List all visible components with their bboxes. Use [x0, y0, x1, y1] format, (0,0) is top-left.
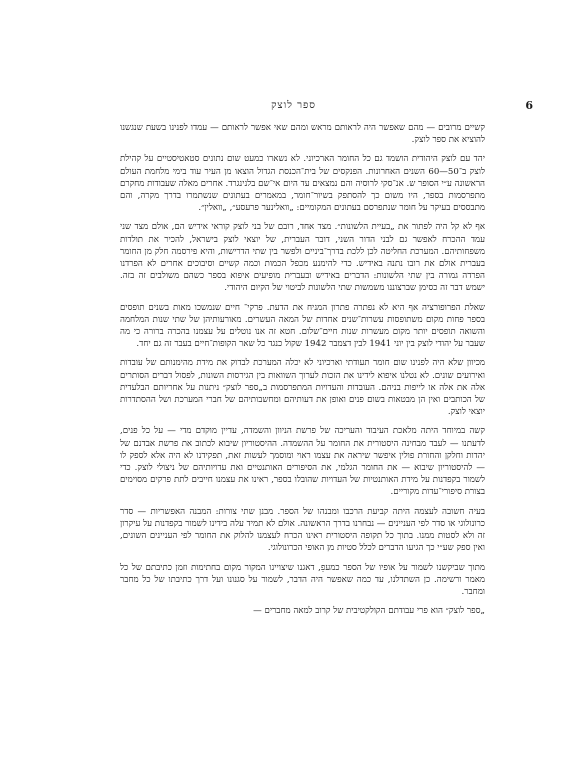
paragraph: מתוך שביקשנו לשמור על אופיו של הספר כמעפֵ, דאגנו שיצויינו המקור מקום בחתימות וזמן כתיבתם של כל מאמר ורשימה. כן השתדלנו, עד כמה שאפשר היה הדבר, לשמור על סגנונו ועל דרך כתיבתו של כל מחבר ומחבר. [120, 562, 485, 597]
paragraph: אף לא קל היה לפתור את „בעיית הלשונות״. מצד אחד, רובם של בני לוצק קוראי אידיש הם, אולם מצד שני עמד ההכרח לאפשר גם לבני הדור השני, דובר העברית, של יוצאי לוצק בישראל, להכיר את תולדות משפחותיהם. המערכת החליטה לכן ללכת בדרך־ביניים ולפשר בין שתי הדרישות, והיא פירסמה חלק מן החומר בעברית אולם את רובו נתנה באידיש. כדי להימנע מכפל הכמות וכמה קשיים וסיבוכים אחרים לא הפרדנו הפרדה גמורה בין שתי הלשונות: הדברים באידיש ובעברית מופיעים איפוא בספר כשהם משולבים זה בזה. ישמש דבר זה כסימן שברצוננו משמשות שתי הלשונות לביטוי של הקיום היהודי. [120, 222, 485, 294]
paragraph: מכיוון שלא היה לפנינו שום חומר תעודתי וארכיוני לא יכלה המערכת לבדוק את מידת מהימנותם של עובדות ואירועים שונים. לא נטלנו איפוא לידינו את הזכות לערוך השוואות בין הגירסות השונות, לפסול דברים הסותרים אלה את אלה או לייפות בניהם. העובדות והעדויות המתפרסמות ב„ספר לוצק״ ניתנות על אחריותם הבלעדית של הכותבים ואין הן מבטאות בשום פנים ואופן את דעותיהם ומחשבותיהם של חברי המערכת ושל ההסתדרות יוצאי לוצק. [120, 358, 485, 418]
paragraph: „ספר לוצק״ הוא פרי עבודתם הקולקטיבית של קרוב למאה מחברים — [253, 606, 485, 617]
page-header [0, 99, 587, 113]
paragraph: קשיים מרובים — מהם שאפשר היה לראותם מראש ומהם שאי אפשר לראותם — עמדו לפנינו בשעת שנגשנו להוציא את ספר לוצק. [120, 123, 485, 146]
paragraph: שאלת הפרופורציה אף היא לא נפתרה פתרון המניח את הדעת. פרקי־ חיים שנמשכו מאות בשנים תופסים בספר פחות מקום משתופסות עשרות־שנים אחדות של המאה העשרים. מאורעותיהן של שתי שנות המלחמה והשואה תופסים יותר מקום מעשרות שנות חיים־שלום. חטא זה אנו נוטלים על עצמנו בהכרה ברורה כי מה שעבר על יהודי לוצק בין יוני 1941 לבין דצמבר 1942 שקול כנגד כל שאר הקופות־חיים בעבר זה גם יחד. [120, 302, 485, 350]
paragraph: בעיה חשובה לעצמה היתה קביעת הרכבו ומבנהו של הספר. מבנן שתי צורות: המבנה האפשריות — סדר כרונולוגי או סדר לפי העניינים — נבחרנו בדרך הראשונה. אולם לא תמיד עלה בידינו לשמור בקפדנות על עיקרון זה ולא לסטות ממנו. בתוך כל תקופה היסטורית ראינו הכרח לעצמנו להלוק את החומר לפי העניינים השונים, ואין ספק שע״י כך הגיעו הדברים לכלל סטיות מן האופי הכרונולוגי. [120, 506, 485, 554]
page-number: 6 [525, 99, 533, 112]
paragraph: יהד עם לוצק היהודית הושמד גם כל החומר הארכיוני. לא נשארו כמעט שום נתונים סטאטיסטיים על קהילת לוצק ב־50—60 השנים האחרונות. הפנקסים של בית־הכנסת הגדול הוצאו מן העיר עוד בימי מלחמת העולם הראשונה ע״י הסופר ש. אנ־סקי לרוסיה והם נמצאים עד היום אי־שם בלנינגרד. אחרים מאלה שעבודות מחקרם מתפרסמות בספר, היו משום כך להסתפק בשיור־חומר, במאמרים בעתונים שנשתמרו בדרך מקרה, והם מתבססים בעיקר על חומר שנתפרסם בעתונים המקומיים: „וואלינער פרעסע״, „וואלין״. [120, 154, 485, 214]
running-title: ספר לוצק [271, 100, 316, 111]
paragraph: קשה במיוחד היתה מלאכת העיבוד והעריכה של פרשת הניוון והשמדה, עדיין מוקדם מדי — על כל פנים, לדעתנו — לעבד מבחינה היסטורית את החומר על ההשמדה. ההיסטוריון שיבוא לכתוב את פרשת אבדנם של יהדות וחלקן והחורת פולין איפשר שיראה את עצמו ראוי ומוסמך לעשות זאת, תפקידנו לא היה אלא לספק לו — להיסטוריון שיבוא — את החומר הגלמי, את הסיפורים האותנטיים ואת עדויותיהם של ניצולי לוצק. כדי לשמור בקפדנות על מידת האותנטיות של העדויות שהובלו בספר, ראינו את עצמנו חייבים לתת פרקים מסוימים בצורת סיפורי־עדות מקוריים. [120, 426, 485, 498]
body-text [120, 122, 485, 624]
